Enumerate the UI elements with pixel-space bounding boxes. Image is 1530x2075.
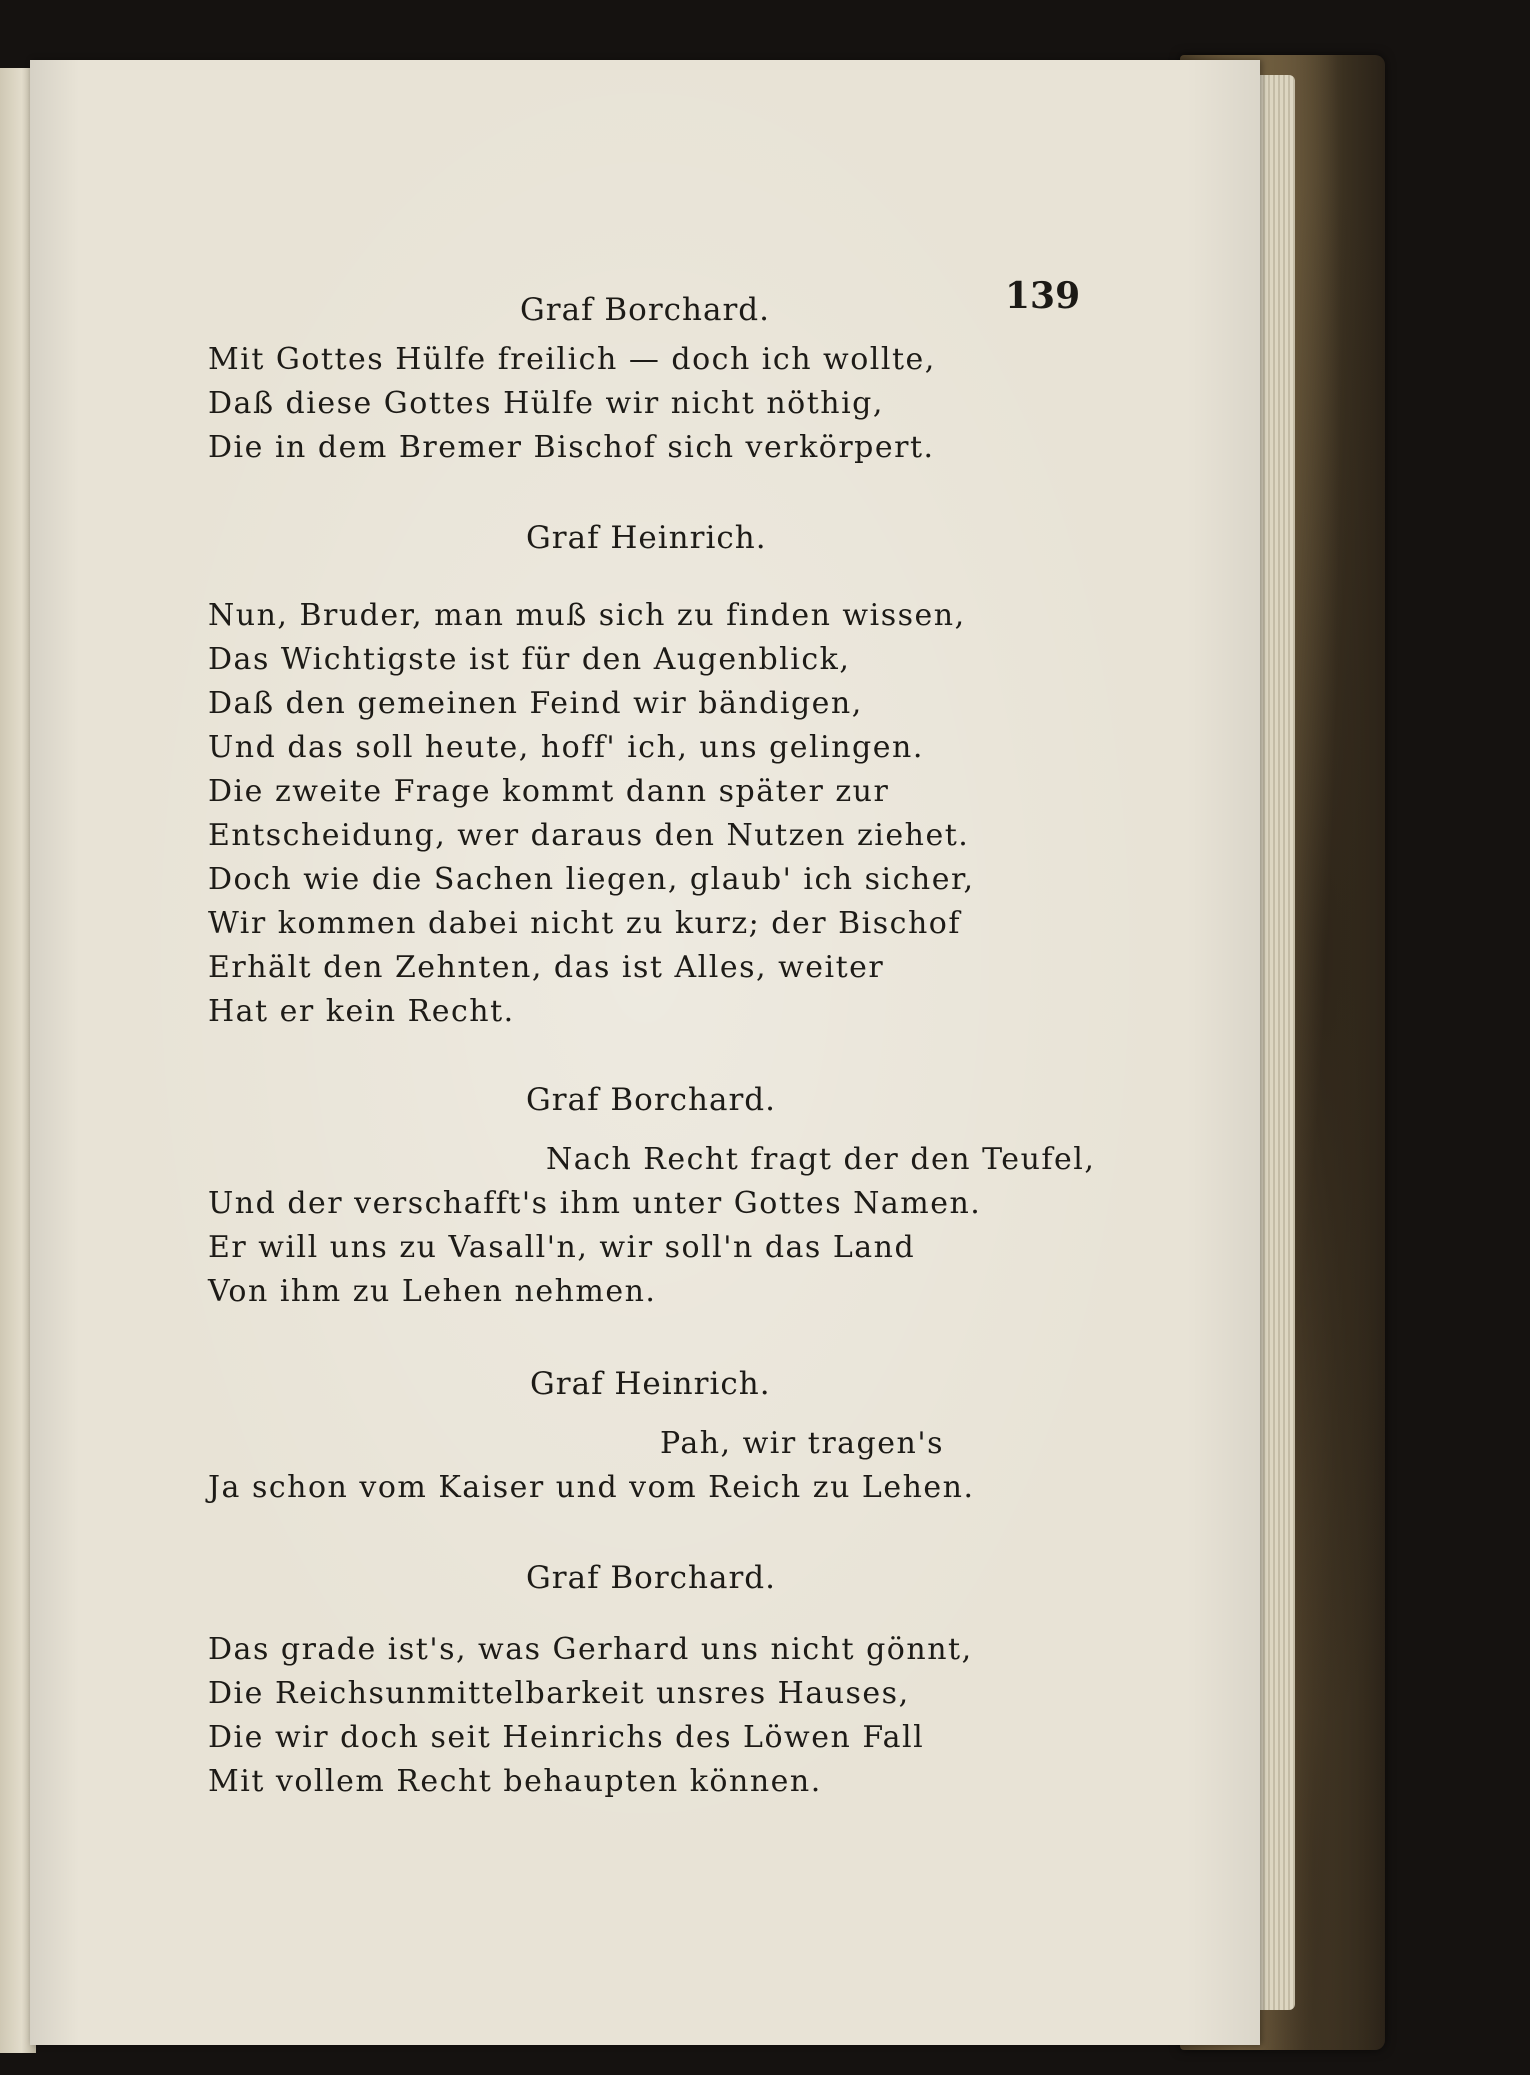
speaker-name: Graf Borchard. <box>520 292 770 328</box>
verse-line: Nach Recht fragt der den Teufel, <box>546 1142 1096 1177</box>
verse-line: Hat er kein Recht. <box>208 994 515 1029</box>
verse-line: Er will uns zu Vasall'n, wir soll'n das Land <box>208 1230 916 1265</box>
verse-line: Die Reichsunmittelbarkeit unsres Hauses, <box>208 1676 910 1711</box>
verse-line: Und das soll heute, hoff' ich, uns gelingen. <box>208 730 924 765</box>
verse-line: Die in dem Bremer Bischof sich verkörpert. <box>208 430 935 465</box>
verse-line: Mit Gottes Hülfe freilich — doch ich wollte, <box>208 342 936 377</box>
verse-line: Mit vollem Recht behaupten können. <box>208 1764 822 1799</box>
verse-line: Das Wichtigste ist für den Augenblick, <box>208 642 851 677</box>
verse-line: Wir kommen dabei nicht zu kurz; der Bischof <box>208 906 961 941</box>
verse-line: Daß den gemeinen Feind wir bändigen, <box>208 686 863 721</box>
speaker-name: Graf Heinrich. <box>526 520 767 556</box>
verse-line: Daß diese Gottes Hülfe wir nicht nöthig, <box>208 386 884 421</box>
verse-line: Entscheidung, wer daraus den Nutzen ziehet. <box>208 818 970 853</box>
book-page <box>30 60 1260 2045</box>
verse-line: Pah, wir tragen's <box>660 1426 944 1461</box>
page-number: 139 <box>1005 275 1081 317</box>
verse-line: Doch wie die Sachen liegen, glaub' ich sicher, <box>208 862 975 897</box>
speaker-name: Graf Heinrich. <box>530 1366 771 1402</box>
verse-line: Nun, Bruder, man muß sich zu finden wissen, <box>208 598 966 633</box>
verse-line: Ja schon vom Kaiser und vom Reich zu Lehen. <box>208 1470 975 1505</box>
speaker-name: Graf Borchard. <box>526 1560 776 1596</box>
verse-line: Die zweite Frage kommt dann später zur <box>208 774 890 809</box>
verse-line: Und der verschafft's ihm unter Gottes Namen. <box>208 1186 982 1221</box>
verse-line: Das grade ist's, was Gerhard uns nicht gönnt, <box>208 1632 973 1667</box>
verse-line: Von ihm zu Lehen nehmen. <box>208 1274 657 1309</box>
verse-line: Die wir doch seit Heinrichs des Löwen Fall <box>208 1720 925 1755</box>
speaker-name: Graf Borchard. <box>526 1082 776 1118</box>
verse-line: Erhält den Zehnten, das ist Alles, weiter <box>208 950 885 985</box>
